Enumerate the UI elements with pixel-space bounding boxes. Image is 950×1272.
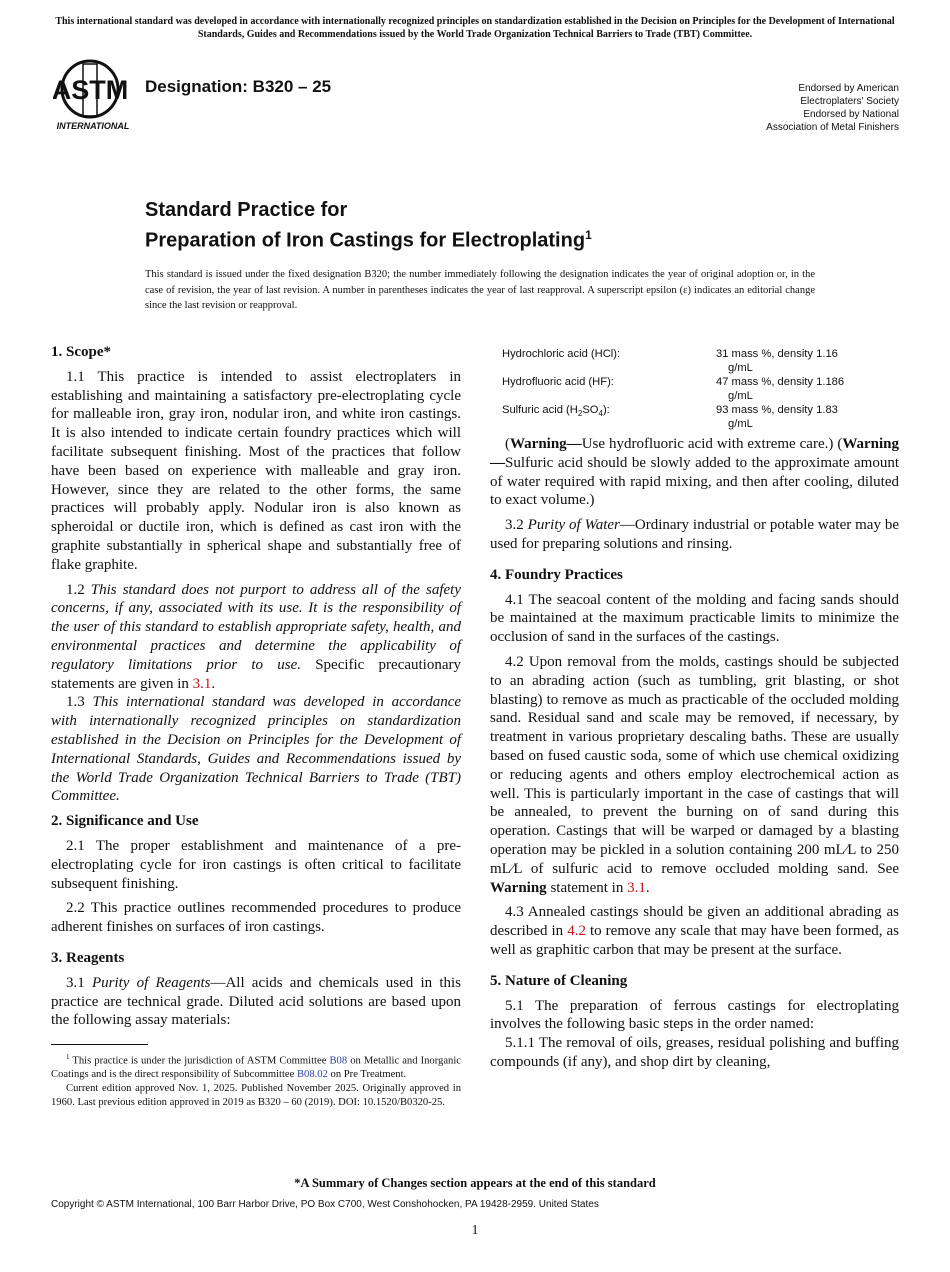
title-line-1: Standard Practice for [145, 199, 348, 221]
para-text: Specific precautionary statements are given in [51, 656, 461, 692]
para-text: 4.3 Annealed castings should be given an additional abrading as described in [490, 904, 899, 940]
para-text: —All acids and chemicals used in this practice are technical grade. Diluted acid solutions are based upon the following assay materials: [51, 974, 461, 1029]
warning-text: Use hydrofluoric acid with extreme care.) [581, 436, 834, 452]
document-title [145, 198, 845, 254]
subcommittee-link-b08-02[interactable]: B08.02 [296, 1069, 328, 1081]
footnote-text: on Pre Treatment. [327, 1069, 407, 1081]
safety-statement: This standard does not purport to address all of the safety concerns, if any, associated with its use. It is the responsibility of the user of this standard to establish appropriate safety, health, and environmental practices and determine the applicability of regulatory limitations prior to use. [51, 581, 461, 673]
assay-value-text: 47 mass %, density 1.186 [716, 376, 845, 388]
paragraph-1-1: 1.1 This practice is intended to assist electroplaters in establishing and maintaining a satisfactory pre-electroplating cycle for malleable iron, gray iron, nodular iron, and white iron castings. It is also intended to indicate certain foundry practices which will facilitate subsequent finishing. Most of the practices that follow have been based on experience with malleable and gray iron. However, since they are related to the other forms, the same practices will probably apply. Nodular iron is also known as spheroidal or ductile iron, which is defined as cast iron with the graphite substantially in spherical shape and substantially free of flake graphite. [51, 368, 461, 573]
assay-table [502, 347, 899, 431]
paragraph-2-1: 2.1 The proper establishment and maintenance of a pre-electroplating cycle for iron castings is often critical to facilitate subsequent finishing. [51, 837, 461, 892]
assay-name-text: Sulfuric acid (H [502, 404, 578, 416]
wto-statement: This international standard was developed in accordance with internationally recognized principles on standardization established in the Decision on Principles for the Development of International Standards, Guides and Recommendations issued by the World Trade Organization Technical Barriers to Trade (TBT) Committee. [51, 694, 462, 805]
copyright: Copyright © ASTM International, 100 Barr Harbor Drive, PO Box C700, West Conshohocken, PA 19428-2959. United States [51, 1199, 599, 1210]
assay-row [502, 403, 899, 431]
endorsement-line: Endorsed by American [798, 83, 899, 94]
para-text: . [645, 879, 650, 896]
paragraph-1-3 [51, 693, 461, 806]
para-text: —Ordinary industrial or potable water may be used for preparing solutions and rinsing. [490, 517, 900, 552]
assay-name-text: ): [602, 404, 610, 416]
para-title: Purity of Water [527, 517, 620, 534]
ref-link-3-1[interactable]: 3.1 [627, 879, 646, 896]
summary-of-changes-note: *A Summary of Changes section appears at the end of this standard [294, 1176, 656, 1190]
assay-row [502, 375, 899, 403]
section-heading-cleaning: 5. Nature of Cleaning [490, 972, 628, 989]
endorsement-line: Electroplaters' Society [800, 96, 899, 107]
para-number: 3.2 [505, 517, 528, 534]
paragraph-4-2 [490, 653, 899, 897]
assay-value-unit: g/mL [728, 390, 753, 402]
section-heading-foundry: 4. Foundry Practices [490, 566, 623, 583]
subscript: 4 [598, 409, 603, 419]
title-footnote-mark: 1 [585, 228, 592, 242]
assay-value-unit: g/mL [728, 418, 753, 430]
top-notice: This international standard was developed in accordance with internationally recognized principles on standardization established in the Decision on Principles for the Development of International Standards, Guides and Recommendations issued by the World Trade Organization Technical Barriers to Trade (TBT) Committee. [55, 16, 895, 40]
right-column [490, 347, 899, 1072]
endorsement-line: Endorsed by National [803, 109, 899, 120]
paragraph-5-1: 5.1 The preparation of ferrous castings for electroplating involves the following basic steps in the order named: [490, 997, 899, 1033]
assay-value [716, 375, 899, 403]
title-line-2 [145, 223, 845, 254]
warning-text: Sulfuric acid should be slowly added to the approximate amount of water required with rapid mixing, and then after cooling, diluted to exact volume.) [490, 454, 899, 509]
assay-name: Hydrofluoric acid (HF): [502, 376, 614, 388]
footnote-1 [51, 1051, 461, 1082]
footnote-edition: Current edition approved Nov. 1, 2025. Published November 2025. Originally approved in 1960. Last previous edition approved in 2019 as B320 – 60 (2019). DOI: 10.1520/B0320-25. [51, 1083, 461, 1108]
warning-label: Warning [490, 879, 547, 896]
endorsement-line: Association of Metal Finishers [766, 122, 899, 133]
para-number: 1.2 [66, 581, 91, 598]
footnote-mark: 1 [66, 1053, 70, 1062]
paragraph-5-1-1: 5.1.1 The removal of oils, greases, residual polishing and buffing compounds (if any), and shop dirt by cleaning, [490, 1035, 899, 1070]
designation: Designation: B320 – 25 [145, 77, 332, 96]
logo-subtext: INTERNATIONAL [56, 121, 130, 130]
subscript: 2 [577, 409, 583, 419]
para-title: Purity of Reagents [91, 974, 211, 991]
para-number: 3.1 [66, 974, 92, 991]
assay-value-unit: g/mL [728, 362, 753, 374]
assay-name-text: SO [582, 404, 599, 416]
para-text: to remove any scale that may have been formed, as well as graphitic carbon that may be present at the surface. [490, 923, 900, 958]
section-heading-significance: 2. Significance and Use [51, 813, 199, 830]
footnote-text: on Metallic and Inorganic Coatings and is the direct responsibility of Subcommittee [51, 1055, 461, 1081]
issuance-note: This standard is issued under the fixed designation B320; the number immediately following the designation indicates the year of original adoption or, in the case of revision, the year of last revision. A number in parentheses indicates the year of last reapproval. A superscript epsilon (ε) indicates an editorial change since the last revision or reapproval. [145, 269, 815, 311]
endorsements [766, 82, 899, 134]
assay-value [716, 403, 899, 431]
para-number: 1.3 [66, 694, 93, 711]
paragraph-2-2: 2.2 This practice outlines recommended procedures to produce adherent finishes on surfaces of iron castings. [51, 900, 461, 936]
section-heading-scope: 1. Scope* [51, 344, 111, 360]
assay-name [502, 403, 716, 431]
ref-link-3-1[interactable]: 3.1 [192, 675, 212, 692]
paragraph-3-1 [51, 974, 461, 1030]
footnote-divider [51, 1044, 148, 1045]
footnote-text: This practice is under the jurisdiction of ASTM Committee [69, 1055, 330, 1067]
assay-name: Hydrochloric acid (HCl): [502, 348, 621, 360]
para-text: 4.2 Upon removal from the molds, castings should be subjected to an abrading action (such as tumbling, grit blasting, or shot blasting) to remove as much as practicable of the occluded molding sand. Residual sand and scale may be removed, if necessary, by treatment in various proprietary descaling baths. These are usually based on fused caustic soda, some of which use chemical oxidizing or reducing agents and others employ electrochemical action as well. This is particularly important in the case of castings that will be annealed, to prevent the burning on of sand during this operation. Castings that will be warped or damaged by a blasting operation may be pickled in a solution containing 200 mL⁄L to 250 mL⁄L of sulfuric acid to remove occluded molding sand. See [490, 653, 899, 877]
assay-value [716, 347, 899, 375]
assay-row [502, 347, 899, 375]
astm-logo [53, 56, 135, 130]
page-number: 1 [471, 1222, 479, 1237]
warning-label: Warning— [490, 436, 899, 471]
paragraph-4-1: 4.1 The seacoal content of the molding and facing sands should be maintained at the maximum practicable limits to minimize the occlusion of sand in the surfaces of the castings. [490, 591, 899, 646]
assay-value-text: 93 mass %, density 1.83 [716, 404, 838, 416]
paragraph-3-2 [490, 516, 899, 554]
left-column [51, 343, 461, 1109]
warning-paragraph: (Warning—Use hydrofluoric acid with extreme care.) (Warning—Sulfuric acid should be slowly added to the approximate amount of water required with rapid mixing, and then after cooling, diluted to exact volume.) [490, 436, 899, 509]
logo-text: ASTM [53, 75, 129, 105]
paragraph-1-2 [51, 581, 461, 694]
section-heading-reagents: 3. Reagents [51, 949, 125, 966]
title-text: Preparation of Iron Castings for Electroplating [145, 229, 586, 252]
para-text: . [211, 675, 216, 692]
assay-value-text: 31 mass %, density 1.16 [716, 348, 838, 360]
paragraph-4-3 [490, 903, 899, 959]
para-text: statement in [546, 879, 628, 896]
warning-label: Warning— [510, 436, 582, 452]
ref-link-4-2[interactable]: 4.2 [567, 923, 586, 940]
astm-logo-icon [53, 56, 135, 130]
committee-link-b08[interactable]: B08 [329, 1055, 348, 1067]
